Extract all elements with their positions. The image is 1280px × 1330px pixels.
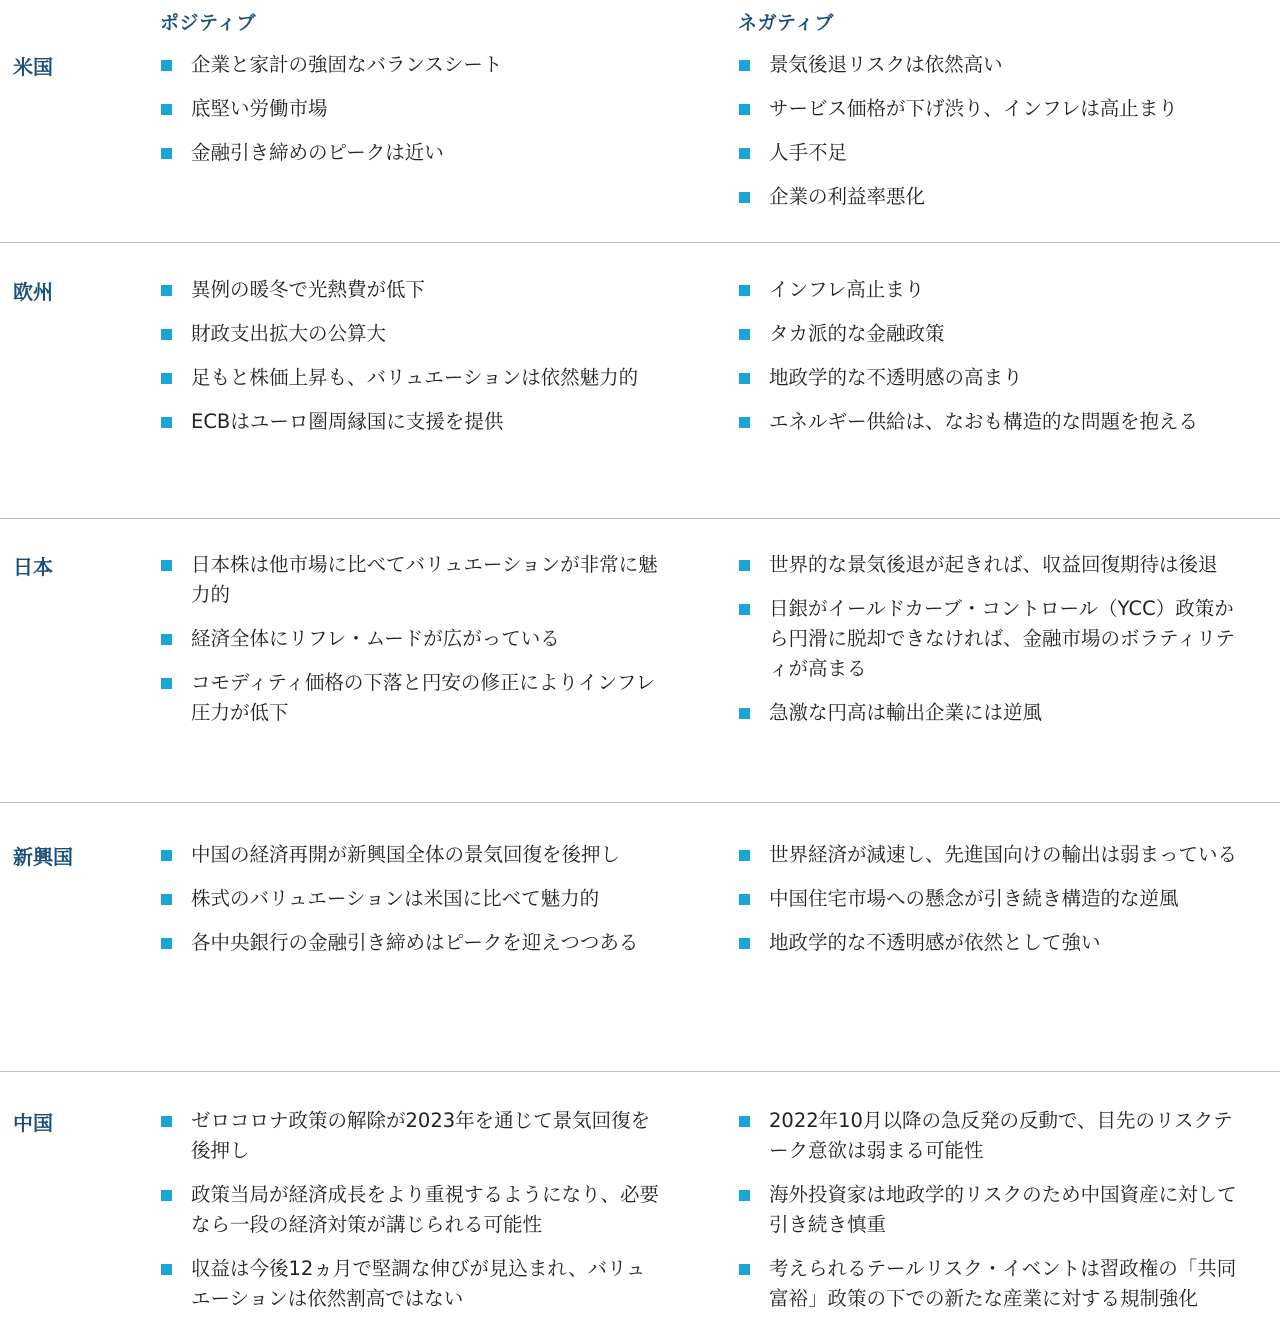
square-bullet-icon: [739, 850, 750, 861]
square-bullet-icon: [161, 104, 172, 115]
square-bullet-icon: [739, 938, 750, 949]
region-label: 中国: [13, 1111, 53, 1135]
square-bullet-icon: [161, 1116, 172, 1127]
square-bullet-icon: [739, 104, 750, 115]
negative-column-header: ネガティブ: [738, 12, 834, 34]
square-bullet-icon: [739, 604, 750, 615]
positive-list-item: [160, 407, 660, 437]
square-bullet-icon: [739, 148, 750, 159]
negative-list-item: [738, 182, 1238, 212]
list-item-text: ECBはユーロ圏周縁国に支援を提供: [191, 410, 504, 433]
square-bullet-icon: [739, 1264, 750, 1275]
list-item-text: 世界的な景気後退が起きれば、収益回復期待は後退: [769, 553, 1218, 576]
region-label: 日本: [13, 555, 53, 579]
negative-list: [738, 840, 1238, 972]
square-bullet-icon: [161, 560, 172, 571]
negative-list-item: [738, 319, 1238, 349]
region-label: 欧州: [13, 280, 53, 304]
positive-list-item: [160, 624, 660, 654]
list-item-text: 経済全体にリフレ・ムードが広がっている: [191, 627, 560, 650]
square-bullet-icon: [161, 60, 172, 71]
list-item-text: ゼロコロナ政策の解除が2023年を通じて景気回復を後押し: [191, 1109, 651, 1162]
negative-list-item: [738, 138, 1238, 168]
negative-list-item: [738, 363, 1238, 393]
negative-list-item: [738, 1106, 1238, 1166]
negative-list-item: [738, 275, 1238, 305]
list-item-text: コモディティ価格の下落と円安の修正によりインフレ圧力が低下: [191, 671, 656, 724]
list-item-text: 日本株は他市場に比べてバリュエーションが非常に魅力的: [191, 553, 658, 606]
square-bullet-icon: [739, 417, 750, 428]
positive-list-item: [160, 928, 660, 958]
negative-list-item: [738, 50, 1238, 80]
negative-list: [738, 50, 1238, 226]
positive-list-item: [160, 840, 660, 870]
square-bullet-icon: [161, 285, 172, 296]
positive-list: [160, 1106, 660, 1328]
section-divider: [0, 1071, 1280, 1072]
positive-list: [160, 275, 660, 451]
positive-list-item: [160, 1254, 660, 1314]
list-item-text: 異例の暖冬で光熱費が低下: [191, 278, 426, 301]
list-item-text: エネルギー供給は、なおも構造的な問題を抱える: [769, 410, 1199, 433]
square-bullet-icon: [739, 60, 750, 71]
negative-list-item: [738, 1254, 1238, 1314]
negative-list-item: [738, 698, 1238, 728]
negative-list: [738, 550, 1238, 742]
list-item-text: 海外投資家は地政学的リスクのため中国資産に対して引き続き慎重: [769, 1183, 1237, 1236]
positive-list-item: [160, 1106, 660, 1166]
square-bullet-icon: [161, 938, 172, 949]
section-divider: [0, 802, 1280, 803]
square-bullet-icon: [161, 850, 172, 861]
positive-column-header: ポジティブ: [160, 12, 256, 34]
square-bullet-icon: [161, 678, 172, 689]
list-item-text: 日銀がイールドカーブ・コントロール（YCC）政策から円滑に脱却できなければ、金融市場のボラティリティが高まる: [769, 597, 1236, 680]
list-item-text: 中国の経済再開が新興国全体の景気回復を後押し: [191, 843, 621, 866]
section-divider: [0, 518, 1280, 519]
list-item-text: 世界経済が減速し、先進国向けの輸出は弱まっている: [769, 843, 1238, 866]
negative-list-item: [738, 928, 1238, 958]
positive-list-item: [160, 1180, 660, 1240]
positive-list-item: [160, 50, 660, 80]
positive-list-item: [160, 319, 660, 349]
square-bullet-icon: [161, 894, 172, 905]
list-item-text: 金融引き締めのピークは近い: [191, 141, 444, 164]
positive-list-item: [160, 668, 660, 728]
positive-list-item: [160, 550, 660, 610]
negative-list-item: [738, 884, 1238, 914]
square-bullet-icon: [739, 1190, 750, 1201]
region-label: 新興国: [13, 845, 73, 869]
negative-list: [738, 1106, 1238, 1328]
list-item-text: 景気後退リスクは依然高い: [769, 53, 1003, 76]
list-item-text: 地政学的な不透明感が依然として強い: [769, 931, 1101, 954]
positive-list-item: [160, 94, 660, 124]
positive-list-item: [160, 275, 660, 305]
list-item-text: インフレ高止まり: [769, 278, 925, 301]
positive-list-item: [160, 363, 660, 393]
positive-list: [160, 840, 660, 972]
list-item-text: 企業と家計の強固なバランスシート: [191, 53, 503, 76]
square-bullet-icon: [161, 373, 172, 384]
list-item-text: 底堅い労働市場: [191, 97, 328, 120]
list-item-text: 株式のバリュエーションは米国に比べて魅力的: [191, 887, 600, 910]
list-item-text: 2022年10月以降の急反発の反動で、目先のリスクテーク意欲は弱まる可能性: [769, 1109, 1233, 1162]
negative-list-item: [738, 407, 1238, 437]
list-item-text: 人手不足: [769, 141, 848, 164]
list-item-text: 急激な円高は輸出企業には逆風: [769, 701, 1043, 724]
square-bullet-icon: [739, 894, 750, 905]
square-bullet-icon: [739, 285, 750, 296]
negative-list: [738, 275, 1238, 451]
square-bullet-icon: [161, 1264, 172, 1275]
square-bullet-icon: [739, 329, 750, 340]
list-item-text: 各中央銀行の金融引き締めはピークを迎えつつある: [191, 931, 639, 954]
list-item-text: 政策当局が経済成長をより重視するようになり、必要なら一段の経済対策が講じられる可能性: [191, 1183, 660, 1236]
negative-list-item: [738, 840, 1238, 870]
list-item-text: 財政支出拡大の公算大: [191, 322, 387, 345]
negative-list-item: [738, 1180, 1238, 1240]
square-bullet-icon: [161, 1190, 172, 1201]
square-bullet-icon: [739, 373, 750, 384]
list-item-text: 考えられるテールリスク・イベントは習政権の「共同富裕」政策の下での新たな産業に対する規制強化: [769, 1257, 1237, 1310]
list-item-text: 中国住宅市場への懸念が引き続き構造的な逆風: [769, 887, 1179, 910]
square-bullet-icon: [739, 1116, 750, 1127]
list-item-text: タカ派的な金融政策: [769, 322, 945, 345]
square-bullet-icon: [739, 708, 750, 719]
square-bullet-icon: [161, 417, 172, 428]
positive-list: [160, 50, 660, 182]
square-bullet-icon: [739, 192, 750, 203]
negative-list-item: [738, 94, 1238, 124]
positive-list-item: [160, 884, 660, 914]
list-item-text: 企業の利益率悪化: [769, 185, 926, 208]
list-item-text: 収益は今後12ヵ月で堅調な伸びが見込まれ、バリュエーションは依然割高ではない: [191, 1257, 646, 1310]
negative-list-item: [738, 594, 1238, 684]
square-bullet-icon: [161, 148, 172, 159]
square-bullet-icon: [161, 329, 172, 340]
positive-list-item: [160, 138, 660, 168]
section-divider: [0, 242, 1280, 243]
positive-list: [160, 550, 660, 742]
list-item-text: 地政学的な不透明感の高まり: [769, 366, 1023, 389]
negative-list-item: [738, 550, 1238, 580]
square-bullet-icon: [739, 560, 750, 571]
list-item-text: 足もと株価上昇も、バリュエーションは依然魅力的: [191, 366, 639, 389]
list-item-text: サービス価格が下げ渋り、インフレは高止まり: [769, 97, 1178, 120]
region-label: 米国: [13, 55, 53, 79]
square-bullet-icon: [161, 634, 172, 645]
